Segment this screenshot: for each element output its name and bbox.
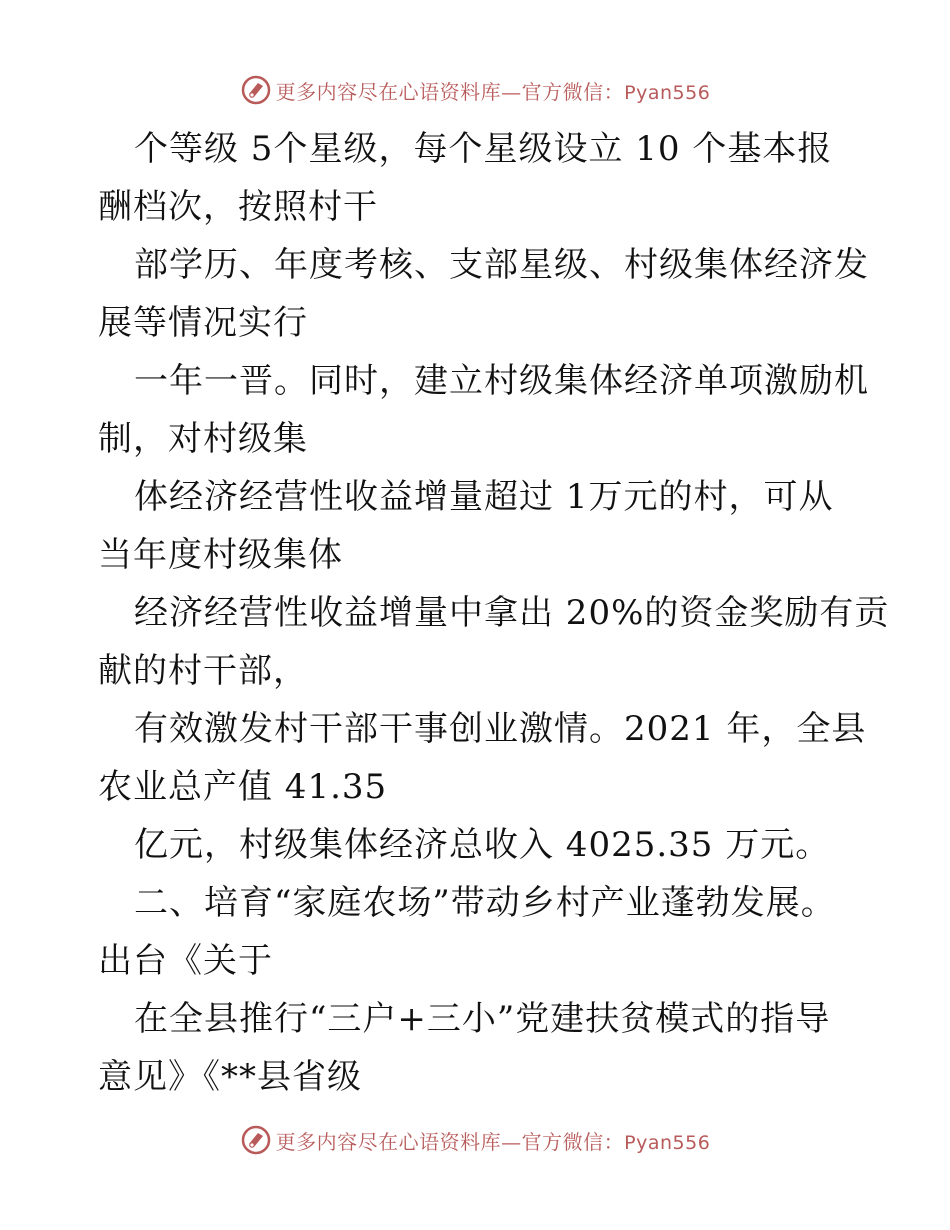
footer-watermark xyxy=(0,1120,950,1160)
body-line: 部学历、年度考核、支部星级、村级集体经济发 xyxy=(134,245,869,285)
body-line: 出台《关于 xyxy=(98,941,273,981)
body-line: 献的村干部， xyxy=(98,651,308,691)
body-line: 当年度村级集体 xyxy=(98,535,343,575)
watermark-text xyxy=(276,1126,711,1155)
watermark-text xyxy=(276,76,711,105)
body-line: 展等情况实行 xyxy=(98,303,308,343)
watermark-suffix: 官方微信： xyxy=(521,79,625,104)
seal-logo-icon xyxy=(240,74,272,106)
body-line: 农业总产值 41.35 xyxy=(98,767,388,807)
body-line: 一年一晋。同时，建立村级集体经济单项激励机 xyxy=(134,361,869,401)
watermark-wechat-id: Pyan556 xyxy=(624,1131,711,1154)
body-line: 二、培育“家庭农场”带动乡村产业蓬勃发展。 xyxy=(134,883,836,923)
body-line: 酬档次，按照村干 xyxy=(98,187,378,227)
header-watermark xyxy=(0,70,950,110)
seal-logo-icon xyxy=(240,1124,272,1156)
watermark-prefix: 更多内容尽在心语资料库 xyxy=(275,79,502,104)
body-line: 有效激发村干部干事创业激情。2021 年，全县 xyxy=(134,709,867,749)
body-line: 经济经营性收益增量中拿出 20%的资金奖励有贡 xyxy=(134,593,890,633)
body-line: 个等级 5个星级，每个星级设立 10 个基本报 xyxy=(134,129,833,169)
document-body xyxy=(98,120,888,1106)
watermark-dash: — xyxy=(501,1129,522,1154)
body-line: 亿元，村级集体经济总收入 4025.35 万元。 xyxy=(134,825,831,865)
body-line: 意见》《**县省级 xyxy=(98,1057,362,1097)
body-line: 在全县推行“三户+三小”党建扶贫模式的指导 xyxy=(134,999,831,1039)
watermark-dash: — xyxy=(501,79,522,104)
watermark-prefix: 更多内容尽在心语资料库 xyxy=(275,1129,502,1154)
body-line: 体经济经营性收益增量超过 1万元的村，可从 xyxy=(134,477,834,517)
watermark-suffix: 官方微信： xyxy=(521,1129,625,1154)
watermark-wechat-id: Pyan556 xyxy=(624,81,711,104)
body-line: 制，对村级集 xyxy=(98,419,308,459)
